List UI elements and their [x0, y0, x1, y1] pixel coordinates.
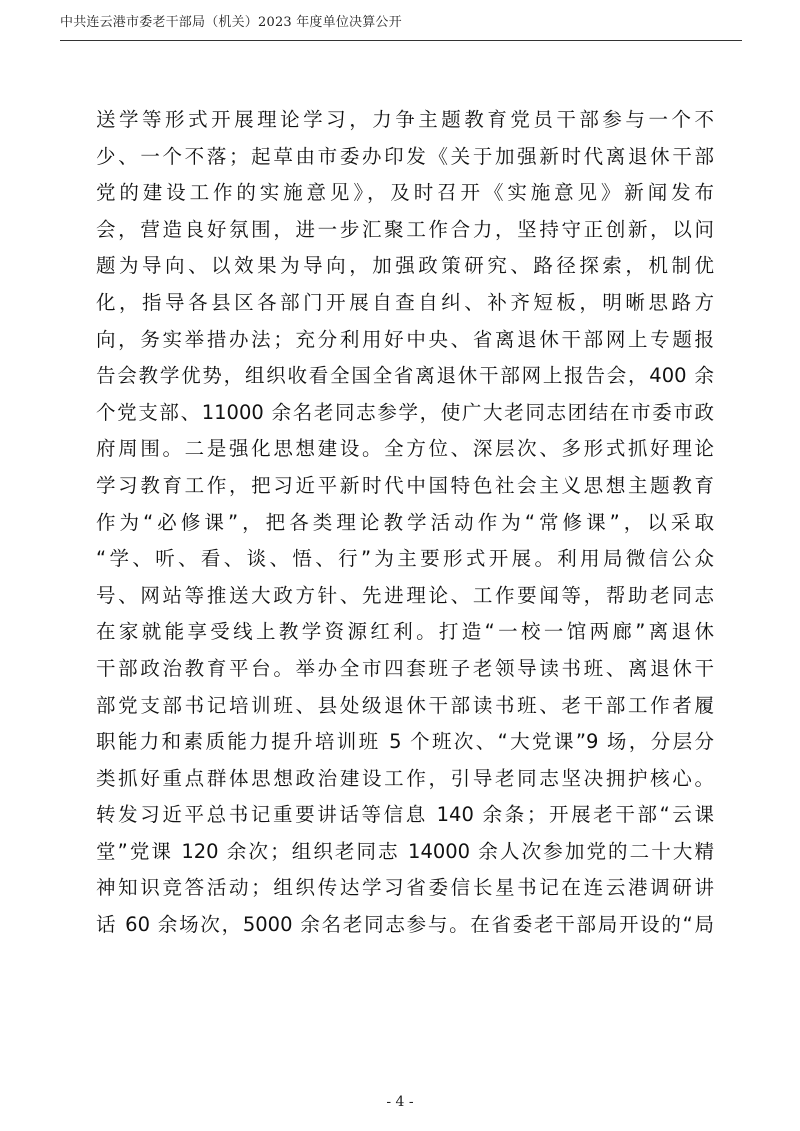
text-line: 号、网站等推送大政方针、先进理论、工作要闻等，帮助老同志 — [96, 583, 714, 607]
text-line: 话 60 余场次，5000 余名老同志参与。在省委老干部局开设的“局 — [96, 913, 714, 937]
page-number-text: - 4 - — [386, 1094, 414, 1110]
text-line: 送学等形式开展理论学习，力争主题教育党员干部参与一个不 — [96, 108, 714, 131]
text-line: “学、听、看、谈、悟、行”为主要形式开展。利用局微信公众 — [96, 547, 714, 571]
text-line: 告会教学优势，组织收看全国全省离退休干部网上报告会，400 余 — [96, 364, 714, 388]
text-line: 在家就能享受线上教学资源红利。打造“一校一馆两廊”离退休 — [96, 620, 714, 644]
text-line: 类抓好重点群体思想政治建设工作，引导老同志坚决拥护核心。 — [96, 766, 714, 790]
text-line: 向，务实举措办法；充分利用好中央、省离退休干部网上专题报 — [96, 327, 714, 351]
text-line: 干部政治教育平台。举办全市四套班子老领导读书班、离退休干 — [96, 656, 714, 680]
text-line: 个党支部、11000 余名老同志参学，使广大老同志团结在市委市政 — [96, 400, 714, 424]
text-line: 化，指导各县区各部门开展自查自纠、补齐短板，明晰思路方 — [96, 290, 714, 314]
page-number — [0, 1094, 800, 1110]
body-text — [96, 102, 714, 944]
text-line: 府周围。二是强化思想建设。全方位、深层次、多形式抓好理论 — [96, 437, 714, 461]
text-line: 少、一个不落；起草由市委办印发《关于加强新时代离退休干部 — [96, 144, 714, 168]
page-header — [60, 14, 742, 41]
text-line: 会，营造良好氛围，进一步汇聚工作合力，坚持守正创新，以问 — [96, 217, 714, 241]
text-line: 职能力和素质能力提升培训班 5 个班次、“大党课”9 场，分层分 — [96, 730, 714, 754]
text-line: 题为导向、以效果为导向，加强政策研究、路径探索，机制优 — [96, 254, 714, 278]
text-line: 神知识竞答活动；组织传达学习省委信长星书记在连云港调研讲 — [96, 876, 714, 900]
text-line: 党的建设工作的实施意见》，及时召开《实施意见》新闻发布 — [96, 181, 714, 205]
text-line: 堂”党课 120 余次；组织老同志 14000 余人次参加党的二十大精 — [96, 839, 714, 863]
header-title: 中共连云港市委老干部局（机关）2023 年度单位决算公开 — [60, 15, 402, 30]
text-line: 部党支部书记培训班、县处级退休干部读书班、老干部工作者履 — [96, 693, 714, 717]
text-line: 作为“必修课”，把各类理论教学活动作为“常修课”，以采取 — [96, 510, 714, 534]
text-line: 转发习近平总书记重要讲话等信息 140 余条；开展老干部“云课 — [96, 803, 714, 827]
text-line: 学习教育工作，把习近平新时代中国特色社会主义思想主题教育 — [96, 473, 714, 497]
